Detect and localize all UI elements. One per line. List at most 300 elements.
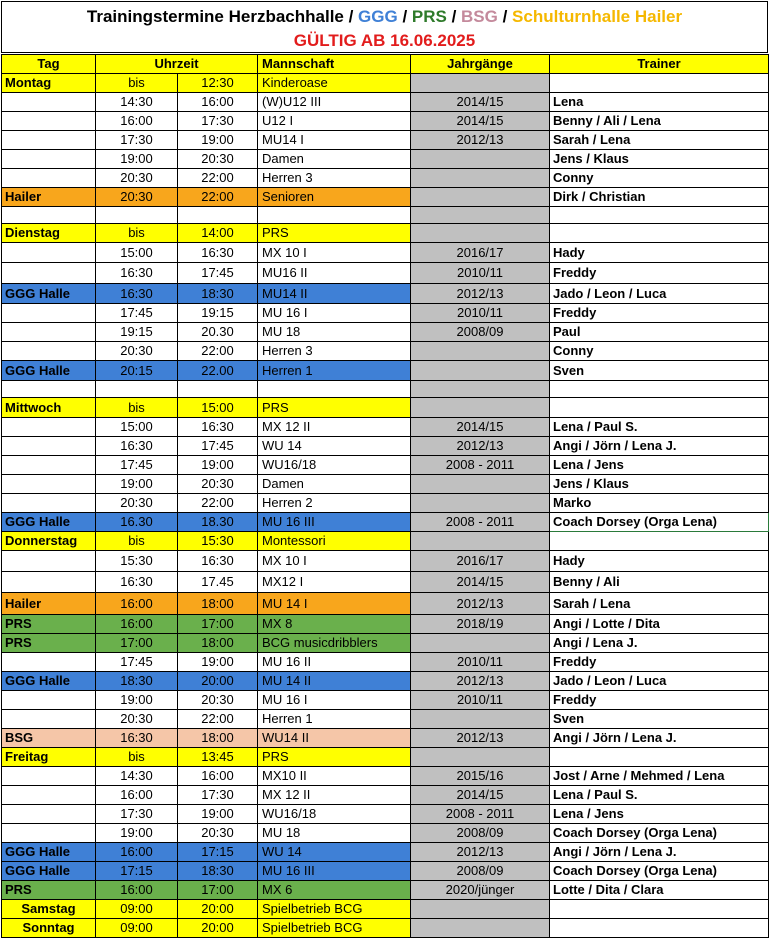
jahrgang-cell[interactable]: 2010/11 <box>411 304 550 323</box>
time-to-cell[interactable]: 22.00 <box>178 361 258 381</box>
time-from-cell[interactable]: 20:15 <box>96 361 178 381</box>
table-row <box>2 418 769 437</box>
team-cell[interactable]: MX 12 II <box>258 786 411 805</box>
day-cell[interactable]: PRS <box>2 881 96 900</box>
team-cell[interactable]: MU 16 III <box>258 862 411 881</box>
team-cell[interactable]: WU 14 <box>258 843 411 862</box>
time-to-cell[interactable]: 20:00 <box>178 672 258 691</box>
day-cell[interactable]: Samstag <box>2 900 96 919</box>
day-cell[interactable] <box>2 207 96 224</box>
day-cell[interactable] <box>2 263 96 284</box>
table-row <box>2 900 769 919</box>
time-from-cell[interactable]: 16:30 <box>96 437 178 456</box>
jahrgang-cell[interactable] <box>411 150 550 169</box>
team-cell[interactable]: MU14 II <box>258 284 411 304</box>
time-to-cell[interactable]: 20:30 <box>178 475 258 494</box>
time-from-cell[interactable]: bis <box>96 224 178 243</box>
title-bsg: BSG <box>461 7 498 26</box>
time-to-cell[interactable]: 22:00 <box>178 188 258 207</box>
header-jahrgaenge[interactable]: Jahrgänge <box>411 55 550 74</box>
jahrgang-cell[interactable]: 2010/11 <box>411 653 550 672</box>
jahrgang-cell[interactable] <box>411 494 550 513</box>
trainer-cell[interactable]: Freddy <box>550 263 769 284</box>
jahrgang-cell[interactable]: 2014/15 <box>411 572 550 593</box>
jahrgang-cell[interactable] <box>411 710 550 729</box>
time-from-cell[interactable]: 19:00 <box>96 691 178 710</box>
time-from-cell[interactable]: 20:30 <box>96 710 178 729</box>
time-from-cell[interactable]: 17:30 <box>96 805 178 824</box>
time-from-cell[interactable]: 16:30 <box>96 263 178 284</box>
trainer-cell[interactable]: Lena / Jens <box>550 456 769 475</box>
day-cell[interactable]: Montag <box>2 74 96 93</box>
time-to-cell[interactable]: 17:15 <box>178 843 258 862</box>
time-to-cell[interactable]: 19:00 <box>178 805 258 824</box>
jahrgang-cell[interactable]: 2012/13 <box>411 843 550 862</box>
team-cell[interactable]: Senioren <box>258 188 411 207</box>
time-to-cell[interactable]: 20:30 <box>178 824 258 843</box>
time-to-cell[interactable]: 18:00 <box>178 729 258 748</box>
jahrgang-cell[interactable]: 2020/jünger <box>411 881 550 900</box>
team-cell[interactable]: MU16 II <box>258 263 411 284</box>
jahrgang-cell[interactable] <box>411 342 550 361</box>
time-to-cell[interactable]: 22:00 <box>178 494 258 513</box>
jahrgang-cell[interactable] <box>411 475 550 494</box>
table-row <box>2 672 769 691</box>
jahrgang-cell[interactable]: 2010/11 <box>411 691 550 710</box>
day-cell[interactable] <box>2 805 96 824</box>
team-cell[interactable] <box>258 381 411 398</box>
day-cell[interactable] <box>2 824 96 843</box>
time-to-cell[interactable]: 15:00 <box>178 398 258 418</box>
time-from-cell[interactable]: 17:15 <box>96 862 178 881</box>
time-from-cell[interactable]: 14:30 <box>96 767 178 786</box>
team-cell[interactable]: Herren 1 <box>258 361 411 381</box>
table-row <box>2 824 769 843</box>
trainer-cell[interactable]: Hady <box>550 551 769 572</box>
team-cell[interactable]: Montessori <box>258 532 411 551</box>
day-cell[interactable] <box>2 437 96 456</box>
trainer-cell[interactable] <box>550 919 769 938</box>
day-cell[interactable]: PRS <box>2 634 96 653</box>
trainer-cell[interactable]: Benny / Ali / Lena <box>550 112 769 131</box>
day-cell[interactable]: Dienstag <box>2 224 96 243</box>
jahrgang-cell[interactable]: 2016/17 <box>411 243 550 263</box>
time-from-cell[interactable] <box>96 381 178 398</box>
time-from-cell[interactable]: bis <box>96 74 178 93</box>
day-cell[interactable] <box>2 475 96 494</box>
time-from-cell[interactable]: 20:30 <box>96 169 178 188</box>
day-cell[interactable]: GGG Halle <box>2 284 96 304</box>
day-cell[interactable]: Mittwoch <box>2 398 96 418</box>
trainer-cell[interactable]: Conny <box>550 342 769 361</box>
time-to-cell[interactable]: 22:00 <box>178 342 258 361</box>
title-block <box>1 1 768 53</box>
time-to-cell[interactable]: 19:15 <box>178 304 258 323</box>
time-to-cell[interactable]: 18:30 <box>178 284 258 304</box>
table-row <box>2 532 769 551</box>
trainer-cell[interactable]: Sarah / Lena <box>550 131 769 150</box>
time-from-cell[interactable]: 18:30 <box>96 672 178 691</box>
time-from-cell[interactable]: 15:30 <box>96 551 178 572</box>
time-to-cell[interactable]: 17:45 <box>178 263 258 284</box>
table-row <box>2 284 769 304</box>
day-cell[interactable] <box>2 131 96 150</box>
jahrgang-cell[interactable]: 2012/13 <box>411 131 550 150</box>
time-to-cell[interactable]: 19:00 <box>178 456 258 475</box>
day-cell[interactable]: GGG Halle <box>2 513 96 532</box>
time-to-cell[interactable]: 20:30 <box>178 150 258 169</box>
time-from-cell[interactable]: 17:45 <box>96 653 178 672</box>
day-cell[interactable] <box>2 112 96 131</box>
team-cell[interactable]: MX 8 <box>258 615 411 634</box>
time-to-cell[interactable]: 12:30 <box>178 74 258 93</box>
jahrgang-cell[interactable]: 2012/13 <box>411 593 550 615</box>
trainer-cell[interactable]: Coach Dorsey (Orga Lena) <box>550 862 769 881</box>
day-cell[interactable]: Donnerstag <box>2 532 96 551</box>
table-row <box>2 342 769 361</box>
title-main: Trainingstermine Herzbachhalle / <box>86 7 359 26</box>
jahrgang-cell[interactable]: 2010/11 <box>411 263 550 284</box>
header-tag[interactable]: Tag <box>2 55 96 74</box>
team-cell[interactable]: MX10 II <box>258 767 411 786</box>
time-from-cell[interactable]: 19:00 <box>96 824 178 843</box>
team-cell[interactable]: MU 18 <box>258 824 411 843</box>
team-cell[interactable]: U12 I <box>258 112 411 131</box>
time-from-cell[interactable]: 16:00 <box>96 112 178 131</box>
time-to-cell[interactable]: 16:30 <box>178 551 258 572</box>
jahrgang-cell[interactable]: 2008/09 <box>411 862 550 881</box>
time-from-cell[interactable]: 16.30 <box>96 513 178 532</box>
trainer-cell[interactable]: Marko <box>550 494 769 513</box>
trainer-cell[interactable]: Angi / Jörn / Lena J. <box>550 843 769 862</box>
time-to-cell[interactable] <box>178 207 258 224</box>
time-from-cell[interactable]: 19:15 <box>96 323 178 342</box>
team-cell[interactable]: PRS <box>258 224 411 243</box>
table-row <box>2 224 769 243</box>
trainer-cell[interactable] <box>550 748 769 767</box>
trainer-cell[interactable] <box>550 900 769 919</box>
header-trainer[interactable]: Trainer <box>550 55 769 74</box>
time-to-cell[interactable]: 20:30 <box>178 691 258 710</box>
trainer-cell[interactable]: Lena / Paul S. <box>550 418 769 437</box>
time-from-cell[interactable]: 16:30 <box>96 572 178 593</box>
team-cell[interactable]: MX 10 I <box>258 243 411 263</box>
team-cell[interactable]: Herren 3 <box>258 342 411 361</box>
jahrgang-cell[interactable] <box>411 224 550 243</box>
trainer-cell[interactable] <box>550 207 769 224</box>
jahrgang-cell[interactable] <box>411 169 550 188</box>
time-from-cell[interactable]: 19:00 <box>96 150 178 169</box>
jahrgang-cell[interactable]: 2012/13 <box>411 284 550 304</box>
time-to-cell[interactable]: 17:00 <box>178 881 258 900</box>
jahrgang-cell[interactable] <box>411 634 550 653</box>
team-cell[interactable] <box>258 207 411 224</box>
team-cell[interactable]: MU 16 I <box>258 691 411 710</box>
table-row <box>2 361 769 381</box>
time-to-cell[interactable]: 19:00 <box>178 653 258 672</box>
trainer-cell[interactable]: Benny / Ali <box>550 572 769 593</box>
trainer-cell[interactable]: Lena / Jens <box>550 805 769 824</box>
team-cell[interactable]: MX12 I <box>258 572 411 593</box>
trainer-cell[interactable] <box>550 532 769 551</box>
time-from-cell[interactable]: 20:30 <box>96 188 178 207</box>
day-cell[interactable]: Hailer <box>2 593 96 615</box>
day-cell[interactable] <box>2 494 96 513</box>
team-cell[interactable]: MU 16 I <box>258 304 411 323</box>
title-sep-1: / <box>397 7 412 26</box>
time-from-cell[interactable]: 16:00 <box>96 615 178 634</box>
team-cell[interactable]: MX 10 I <box>258 551 411 572</box>
team-cell[interactable]: MU 14 I <box>258 593 411 615</box>
team-cell[interactable]: Herren 3 <box>258 169 411 188</box>
time-to-cell[interactable]: 20:00 <box>178 900 258 919</box>
jahrgang-cell[interactable]: 2012/13 <box>411 437 550 456</box>
time-to-cell[interactable]: 18:30 <box>178 862 258 881</box>
header-mannschaft[interactable]: Mannschaft <box>258 55 411 74</box>
trainer-cell[interactable] <box>550 398 769 418</box>
time-from-cell[interactable]: 20:30 <box>96 342 178 361</box>
table-row <box>2 188 769 207</box>
team-cell[interactable]: Damen <box>258 475 411 494</box>
day-cell[interactable]: Sonntag <box>2 919 96 938</box>
time-from-cell[interactable]: 16:30 <box>96 729 178 748</box>
jahrgang-cell[interactable]: 2012/13 <box>411 729 550 748</box>
team-cell[interactable]: MU14 I <box>258 131 411 150</box>
time-to-cell[interactable]: 19:00 <box>178 131 258 150</box>
day-cell[interactable] <box>2 304 96 323</box>
trainer-cell[interactable]: Jens / Klaus <box>550 475 769 494</box>
team-cell[interactable]: Spielbetrieb BCG <box>258 919 411 938</box>
page-subtitle: GÜLTIG AB 16.06.2025 <box>293 31 476 50</box>
trainer-cell[interactable]: Freddy <box>550 691 769 710</box>
table-row <box>2 456 769 475</box>
trainer-cell[interactable]: Angi / Jörn / Lena J. <box>550 729 769 748</box>
time-from-cell[interactable]: 15:00 <box>96 418 178 437</box>
time-to-cell[interactable]: 18:00 <box>178 593 258 615</box>
team-cell[interactable]: MU 16 III <box>258 513 411 532</box>
day-cell[interactable] <box>2 691 96 710</box>
trainer-cell[interactable] <box>550 381 769 398</box>
jahrgang-cell[interactable]: 2008 - 2011 <box>411 805 550 824</box>
time-from-cell[interactable]: 16:00 <box>96 786 178 805</box>
team-cell[interactable]: WU16/18 <box>258 805 411 824</box>
time-from-cell[interactable]: bis <box>96 398 178 418</box>
time-from-cell[interactable]: 14:30 <box>96 93 178 112</box>
day-cell[interactable] <box>2 767 96 786</box>
jahrgang-cell[interactable]: 2014/15 <box>411 786 550 805</box>
day-cell[interactable] <box>2 418 96 437</box>
trainer-cell[interactable] <box>550 74 769 93</box>
day-cell[interactable] <box>2 169 96 188</box>
table-row <box>2 207 769 224</box>
team-cell[interactable]: MU 16 II <box>258 653 411 672</box>
day-cell[interactable] <box>2 456 96 475</box>
trainer-cell[interactable]: Sven <box>550 361 769 381</box>
time-to-cell[interactable]: 17:00 <box>178 615 258 634</box>
team-cell[interactable]: Damen <box>258 150 411 169</box>
day-cell[interactable] <box>2 653 96 672</box>
trainer-cell[interactable]: Dirk / Christian <box>550 188 769 207</box>
time-from-cell[interactable]: 17:45 <box>96 456 178 475</box>
time-to-cell[interactable]: 13:45 <box>178 748 258 767</box>
trainer-cell[interactable]: Lena / Paul S. <box>550 786 769 805</box>
time-from-cell[interactable]: 16:00 <box>96 881 178 900</box>
time-to-cell[interactable]: 20:00 <box>178 919 258 938</box>
jahrgang-cell[interactable]: 2014/15 <box>411 93 550 112</box>
time-to-cell[interactable]: 22:00 <box>178 169 258 188</box>
trainer-cell[interactable]: Jens / Klaus <box>550 150 769 169</box>
team-cell[interactable]: MX 6 <box>258 881 411 900</box>
time-to-cell[interactable]: 17.45 <box>178 572 258 593</box>
time-from-cell[interactable]: bis <box>96 532 178 551</box>
time-to-cell[interactable]: 15:30 <box>178 532 258 551</box>
trainer-cell[interactable]: Freddy <box>550 653 769 672</box>
day-cell[interactable] <box>2 150 96 169</box>
day-cell[interactable]: PRS <box>2 615 96 634</box>
time-to-cell[interactable]: 17:45 <box>178 437 258 456</box>
trainer-cell[interactable]: Paul <box>550 323 769 342</box>
table-row <box>2 653 769 672</box>
day-cell[interactable]: GGG Halle <box>2 672 96 691</box>
day-cell[interactable] <box>2 786 96 805</box>
team-cell[interactable]: PRS <box>258 398 411 418</box>
time-from-cell[interactable]: 16:00 <box>96 593 178 615</box>
team-cell[interactable]: (W)U12 III <box>258 93 411 112</box>
trainer-cell[interactable]: Jado / Leon / Luca <box>550 672 769 691</box>
jahrgang-cell[interactable]: 2008 - 2011 <box>411 456 550 475</box>
team-cell[interactable]: BCG musicdribblers <box>258 634 411 653</box>
day-cell[interactable] <box>2 551 96 572</box>
day-cell[interactable]: Freitag <box>2 748 96 767</box>
trainer-cell[interactable]: Angi / Lotte / Dita <box>550 615 769 634</box>
time-from-cell[interactable]: 17:00 <box>96 634 178 653</box>
time-from-cell[interactable]: 09:00 <box>96 919 178 938</box>
day-cell[interactable]: GGG Halle <box>2 361 96 381</box>
jahrgang-cell[interactable]: 2018/19 <box>411 615 550 634</box>
time-from-cell[interactable]: 15:00 <box>96 243 178 263</box>
team-cell[interactable]: Herren 2 <box>258 494 411 513</box>
jahrgang-cell[interactable] <box>411 188 550 207</box>
team-cell[interactable]: Herren 1 <box>258 710 411 729</box>
trainer-cell[interactable]: Freddy <box>550 304 769 323</box>
table-row <box>2 437 769 456</box>
team-cell[interactable]: Kinderoase <box>258 74 411 93</box>
time-to-cell[interactable]: 18:00 <box>178 634 258 653</box>
header-uhrzeit[interactable]: Uhrzeit <box>96 55 258 74</box>
trainer-cell[interactable]: Conny <box>550 169 769 188</box>
jahrgang-cell[interactable]: 2008 - 2011 <box>411 513 550 532</box>
table-row <box>2 572 769 593</box>
time-from-cell[interactable]: 20:30 <box>96 494 178 513</box>
time-to-cell[interactable]: 17:30 <box>178 786 258 805</box>
time-to-cell[interactable]: 17:30 <box>178 112 258 131</box>
trainer-cell[interactable]: Lena <box>550 93 769 112</box>
time-to-cell[interactable]: 16:30 <box>178 418 258 437</box>
day-cell[interactable]: GGG Halle <box>2 843 96 862</box>
time-to-cell[interactable]: 18.30 <box>178 513 258 532</box>
table-row <box>2 323 769 342</box>
trainer-cell[interactable]: Jado / Leon / Luca <box>550 284 769 304</box>
jahrgang-cell[interactable] <box>411 207 550 224</box>
trainer-cell[interactable]: Coach Dorsey (Orga Lena) <box>550 824 769 843</box>
time-to-cell[interactable]: 22:00 <box>178 710 258 729</box>
day-cell[interactable] <box>2 710 96 729</box>
jahrgang-cell[interactable]: 2014/15 <box>411 112 550 131</box>
table-row <box>2 881 769 900</box>
day-cell[interactable] <box>2 342 96 361</box>
time-from-cell[interactable]: 17:45 <box>96 304 178 323</box>
trainer-cell[interactable]: Sven <box>550 710 769 729</box>
team-cell[interactable]: MU 14 II <box>258 672 411 691</box>
jahrgang-cell[interactable]: 2008/09 <box>411 824 550 843</box>
table-row <box>2 551 769 572</box>
time-from-cell[interactable]: 19:00 <box>96 475 178 494</box>
day-cell[interactable] <box>2 323 96 342</box>
time-from-cell[interactable]: 09:00 <box>96 900 178 919</box>
trainer-cell[interactable] <box>550 224 769 243</box>
page-title <box>2 7 767 27</box>
time-to-cell[interactable]: 16:00 <box>178 93 258 112</box>
trainer-cell[interactable]: Angi / Lena J. <box>550 634 769 653</box>
time-to-cell[interactable]: 20.30 <box>178 323 258 342</box>
time-to-cell[interactable]: 14:00 <box>178 224 258 243</box>
jahrgang-cell[interactable]: 2016/17 <box>411 551 550 572</box>
team-cell[interactable]: WU 14 <box>258 437 411 456</box>
day-cell[interactable] <box>2 243 96 263</box>
team-cell[interactable]: PRS <box>258 748 411 767</box>
day-cell[interactable]: BSG <box>2 729 96 748</box>
jahrgang-cell[interactable] <box>411 748 550 767</box>
jahrgang-cell[interactable] <box>411 532 550 551</box>
team-cell[interactable]: MU 18 <box>258 323 411 342</box>
day-cell[interactable]: GGG Halle <box>2 862 96 881</box>
team-cell[interactable]: MX 12 II <box>258 418 411 437</box>
trainer-cell[interactable]: Angi / Jörn / Lena J. <box>550 437 769 456</box>
trainer-cell[interactable]: Sarah / Lena <box>550 593 769 615</box>
trainer-cell[interactable]: Jost / Arne / Mehmed / Lena <box>550 767 769 786</box>
day-cell[interactable]: Hailer <box>2 188 96 207</box>
day-cell[interactable] <box>2 572 96 593</box>
trainer-cell[interactable]: Lotte / Dita / Clara <box>550 881 769 900</box>
jahrgang-cell[interactable] <box>411 919 550 938</box>
jahrgang-cell[interactable] <box>411 74 550 93</box>
day-cell[interactable] <box>2 93 96 112</box>
jahrgang-cell[interactable] <box>411 398 550 418</box>
jahrgang-cell[interactable] <box>411 900 550 919</box>
time-from-cell[interactable]: 16:00 <box>96 843 178 862</box>
time-from-cell[interactable]: 17:30 <box>96 131 178 150</box>
time-to-cell[interactable]: 16:00 <box>178 767 258 786</box>
team-cell[interactable]: WU14 II <box>258 729 411 748</box>
jahrgang-cell[interactable]: 2012/13 <box>411 672 550 691</box>
jahrgang-cell[interactable] <box>411 361 550 381</box>
jahrgang-cell[interactable]: 2008/09 <box>411 323 550 342</box>
jahrgang-cell[interactable]: 2015/16 <box>411 767 550 786</box>
time-from-cell[interactable]: bis <box>96 748 178 767</box>
time-from-cell[interactable] <box>96 207 178 224</box>
day-cell[interactable] <box>2 381 96 398</box>
time-to-cell[interactable]: 16:30 <box>178 243 258 263</box>
trainer-cell[interactable]: Hady <box>550 243 769 263</box>
jahrgang-cell[interactable] <box>411 381 550 398</box>
team-cell[interactable]: Spielbetrieb BCG <box>258 900 411 919</box>
trainer-cell[interactable]: Coach Dorsey (Orga Lena) <box>550 513 769 532</box>
time-to-cell[interactable] <box>178 381 258 398</box>
team-cell[interactable]: WU16/18 <box>258 456 411 475</box>
time-from-cell[interactable]: 16:30 <box>96 284 178 304</box>
schedule-body <box>2 55 769 938</box>
jahrgang-cell[interactable]: 2014/15 <box>411 418 550 437</box>
